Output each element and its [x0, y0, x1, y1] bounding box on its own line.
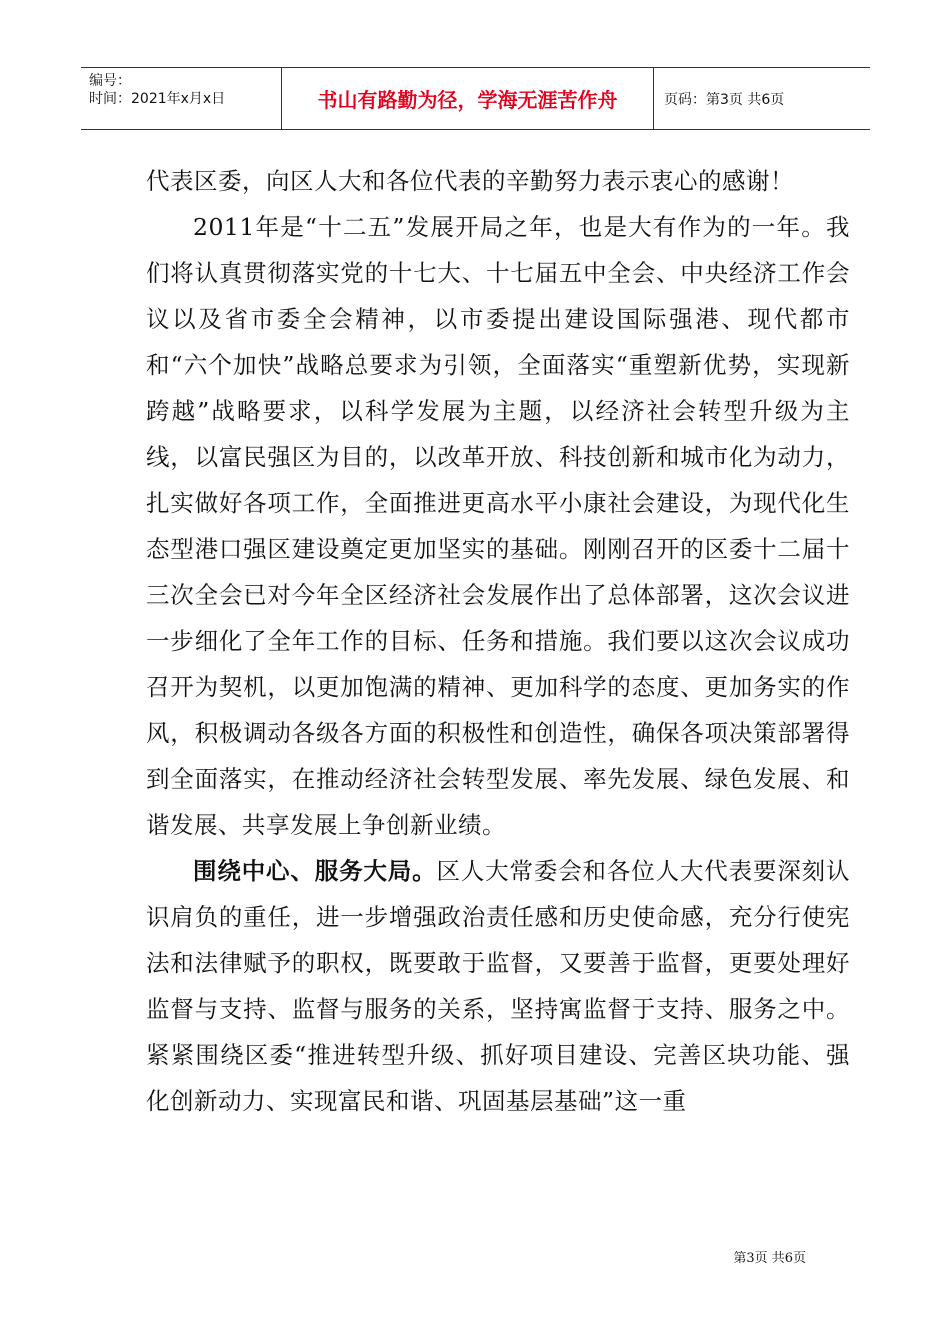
- date-label: 时间：2021年x月x日: [89, 91, 226, 107]
- header-motto: 书山有路勤为径，学海无涯苦作舟: [282, 68, 654, 129]
- document-body: [146, 158, 850, 1124]
- paragraph-3: [146, 848, 850, 1124]
- number-label: 编号：: [89, 73, 131, 89]
- paragraph-2: 2011年是“十二五”发展开局之年，也是大有作为的一年。我们将认真贯彻落实党的十七大、十七届五中全会、中央经济工作会议以及省市委全会精神，以市委提出建设国际强港、现代都市和“六个加快”战略总要求为引领，全面落实“重塑新优势，实现新跨越”战略要求，以科学发展为主题，以经济社会转型升级为主线，以富民强区为目的，以改革开放、科技创新和城市化为动力，扎实做好各项工作，全面推进更高水平小康社会建设，为现代化生态型港口强区建设奠定更加坚实的基础。刚刚召开的区委十二届十三次全会已对今年全区经济社会发展作出了总体部署，这次会议进一步细化了全年工作的目标、任务和措施。我们要以这次会议成功召开为契机，以更加饱满的精神、更加科学的态度、更加务实的作风，积极调动各级各方面的积极性和创造性，确保各项决策部署得到全面落实，在推动经济社会转型发展、率先发展、绿色发展、和谐发展、共享发展上争创新业绩。: [146, 213, 850, 839]
- header-meta: [81, 68, 282, 129]
- page-header: [81, 67, 870, 130]
- header-page-info: 页码：第3页 共6页: [664, 91, 785, 108]
- paragraph-1: 代表区委，向区人大和各位代表的辛勤努力表示衷心的感谢！: [146, 167, 794, 195]
- paragraph-3-heading: 围绕中心、服务大局。: [193, 857, 437, 885]
- paragraph-3-text: 区人大常委会和各位人大代表要深刻认识肩负的重任，进一步增强政治责任感和历史使命感，充分行使宪法和法律赋予的职权，既要敢于监督，又要善于监督，更要处理好监督与支持、监督与服务的关系，坚持寓监督于支持、服务之中。紧紧围绕区委“推进转型升级、抓好项目建设、完善区块功能、强化创新动力、实现富民和谐、巩固基层基础”这一重: [146, 857, 851, 1115]
- page-footer: 第3页 共6页: [733, 1251, 806, 1266]
